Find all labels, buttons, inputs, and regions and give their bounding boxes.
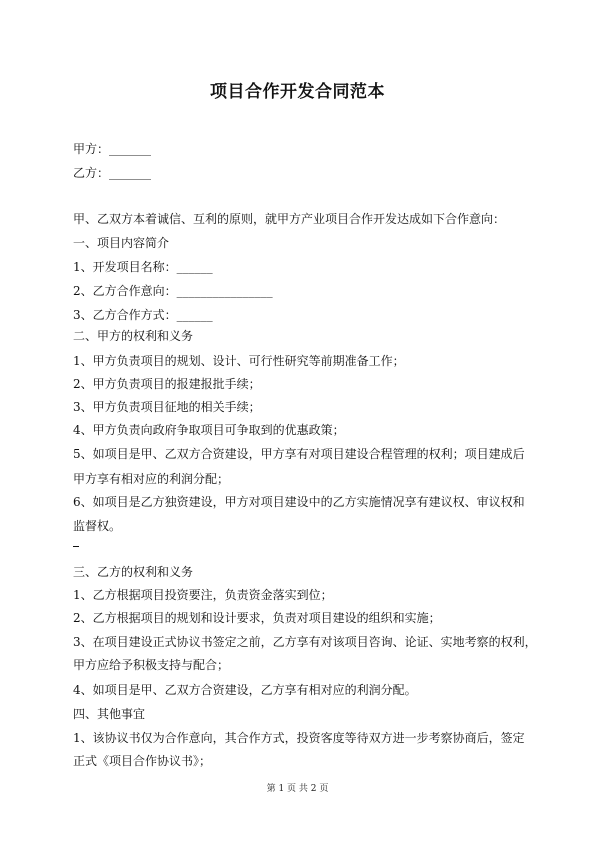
document-title: 项目合作开发合同范本 (210, 82, 385, 102)
section1-item: 1、开发项目名称：______ (73, 260, 213, 274)
section1-item: 2、乙方合作意向：________________ (73, 284, 273, 298)
page-footer: 第 1 页 共 2 页 (266, 784, 329, 794)
section2-heading: 二、甲方的权利和义务 (73, 329, 194, 343)
section2-item: 1、甲方负责项目的规划、设计、可行性研究等前期准备工作； (73, 354, 405, 368)
section4-item: 1、该协议书仅为合作意向，其合作方式，投资客度等待双方进一步考察协商后，签定 (73, 731, 525, 745)
section2-item-continued: 监督权。 (73, 519, 122, 533)
section2-item-continued: 甲方享有相对应的利润分配； (73, 472, 230, 486)
section2-item: 5、如项目是甲、乙双方合资建设，甲方享有对项目建设合程管理的权利；项目建成后 (73, 447, 525, 461)
separator-dash (73, 546, 79, 547)
section1-item: 3、乙方合作方式：______ (73, 308, 213, 322)
section3-item: 4、如项目是甲、乙双方合资建设，乙方享有相对应的利润分配。 (73, 683, 417, 697)
party-a-line: 甲方：_______ (73, 142, 152, 156)
section3-item: 2、乙方根据项目的规划和设计要求，负责对项目建设的组织和实施； (73, 611, 441, 625)
section2-item: 6、如项目是乙方独资建设，甲方对项目建设中的乙方实施情况享有建议权、审议权和 (73, 495, 525, 509)
section3-item: 1、乙方根据项目投资要注，负责资金落实到位； (73, 588, 333, 602)
section3-item: 3、在项目建设正式协议书签定之前，乙方享有对该项目咨询、论证、实地考察的权利， (73, 635, 537, 649)
section4-heading: 四、其他事宜 (73, 707, 146, 721)
section3-item-continued: 甲方应给予积极支持与配合； (73, 658, 230, 672)
section1-heading: 一、项目内容简介 (73, 236, 170, 250)
section4-item-continued: 正式《项目合作协议书》； (73, 754, 212, 768)
party-b-line: 乙方：_______ (73, 166, 152, 180)
section2-item: 4、甲方负责向政府争取项目可争取到的优惠政策； (73, 423, 345, 437)
section2-item: 3、甲方负责项目征地的相关手续； (73, 400, 261, 414)
section3-heading: 三、乙方的权利和义务 (73, 565, 194, 579)
section2-item: 2、甲方负责项目的报建报批手续； (73, 377, 261, 391)
intro-paragraph: 甲、乙双方本着诚信、互利的原则，就甲方产业项目合作开发达成如下合作意向： (73, 212, 506, 226)
